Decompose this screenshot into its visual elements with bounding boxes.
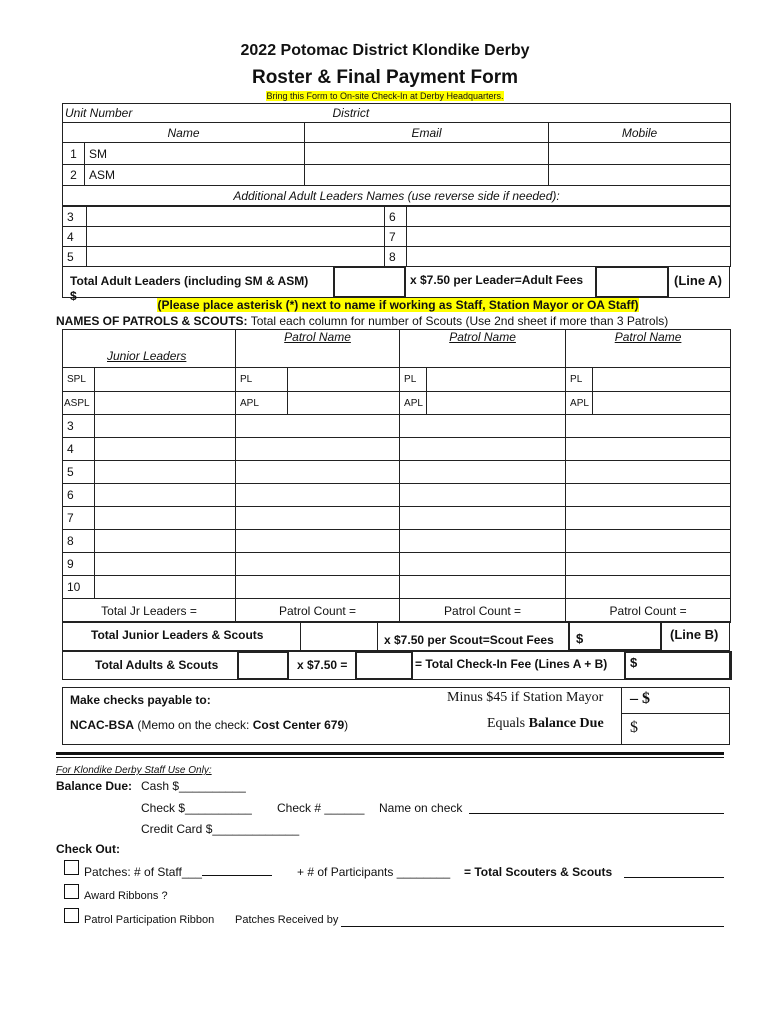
name-col-header: Name xyxy=(63,123,305,143)
patrol-count-1-cell[interactable]: Patrol Count = xyxy=(236,599,400,623)
unit-number-label: Unit Number xyxy=(63,104,305,123)
additional-adults-table: 3 6 4 7 5 8 xyxy=(62,206,731,267)
award-ribbons-label: Award Ribbons ? xyxy=(84,890,168,902)
adult-fees-input[interactable] xyxy=(595,266,669,298)
adult-4-field[interactable] xyxy=(87,227,385,247)
jr-scouts-label: Total Junior Leaders & Scouts xyxy=(91,628,264,642)
patrol-row[interactable]: 3 xyxy=(63,415,731,438)
check-amount-field[interactable]: Check $__________ xyxy=(141,801,252,815)
patches-checkbox[interactable] xyxy=(64,860,79,875)
jr-scouts-input[interactable] xyxy=(300,621,378,651)
bring-form-note: Bring this Form to On-site Check-In at Derby Headquarters. xyxy=(266,91,504,101)
asterisk-note: (Please place asterisk (*) next to name if working as Staff, Station Mayor or OA Staff) xyxy=(157,298,639,312)
equals-balance-due: Equals Balance Due xyxy=(487,716,604,731)
total-scouters-line[interactable] xyxy=(624,865,724,878)
patrol-row[interactable]: 9 xyxy=(63,553,731,576)
mobile-col-header: Mobile xyxy=(549,123,731,143)
patrol-row[interactable]: 7 xyxy=(63,507,731,530)
adult-dollar-sign: $ xyxy=(70,289,77,303)
minus-value-field[interactable]: – $ xyxy=(630,690,650,707)
check-number-field[interactable]: Check # ______ xyxy=(277,801,365,815)
minus-station-mayor-label: Minus $45 if Station Mayor xyxy=(447,690,604,705)
patches-staff-field[interactable]: Patches: # of Staff___ xyxy=(84,865,272,879)
form-subtitle: Roster & Final Payment Form xyxy=(251,67,519,88)
staff-use-heading: For Klondike Derby Staff Use Only: xyxy=(56,765,212,776)
patches-received-label: Patches Received by xyxy=(235,914,339,926)
patrol-count-3-cell[interactable]: Patrol Count = xyxy=(566,599,731,623)
sm-email-field[interactable] xyxy=(305,143,549,165)
line-b-label: (Line B) xyxy=(670,627,719,642)
apl-1-field[interactable] xyxy=(288,392,400,415)
check-out-label: Check Out: xyxy=(56,842,121,856)
apl-3-field[interactable] xyxy=(593,392,731,415)
apl-2-field[interactable] xyxy=(427,392,566,415)
patrol-row[interactable]: 8 xyxy=(63,530,731,553)
adult-5-field[interactable] xyxy=(87,247,385,267)
total-scouters-label: = Total Scouters & Scouts xyxy=(464,865,613,879)
sm-name-field[interactable]: SM xyxy=(85,143,305,165)
pl-3-field[interactable] xyxy=(593,368,731,392)
additional-adults-label: Additional Adult Leaders Names (use reverse side if needed): xyxy=(63,186,731,206)
name-on-check-line[interactable] xyxy=(469,801,724,814)
patches-received-line[interactable] xyxy=(341,914,724,927)
x750-label: x $7.50 = xyxy=(297,658,348,672)
patrols-table: Junior Leaders Patrol Name Patrol Name Patrol Name SPL PL PL PL ASPL APL APL APL 3 4 5 6 7 8 9 10 Total Jr Leaders = Patrol Count = Patrol Count = Patrol Count = xyxy=(62,329,731,623)
adult-row-sm[interactable]: 1 SM xyxy=(63,143,731,165)
email-col-header: Email xyxy=(305,123,549,143)
pl-2-field[interactable] xyxy=(427,368,566,392)
total-jr-leaders-cell[interactable]: Total Jr Leaders = xyxy=(63,599,236,623)
credit-card-field[interactable]: Credit Card $_____________ xyxy=(141,822,300,836)
district-label: District xyxy=(305,104,731,123)
patrols-heading: NAMES OF PATROLS & SCOUTS: Total each column for number of Scouts (Use 2nd sheet if more than 3 Patrols) xyxy=(56,314,669,328)
name-on-check-label: Name on check xyxy=(379,801,463,815)
total-adults-input[interactable] xyxy=(333,266,406,298)
patrol-name-3: Patrol Name xyxy=(614,330,682,344)
form-title: 2022 Potomac District Klondike Derby xyxy=(240,42,530,59)
asm-mobile-field[interactable] xyxy=(549,165,731,186)
total-adult-leaders-label: Total Adult Leaders (including SM & ASM) xyxy=(70,274,309,288)
patrol-name-1: Patrol Name xyxy=(284,330,351,344)
aspl-field[interactable] xyxy=(95,392,236,415)
adult-6-field[interactable] xyxy=(407,207,731,227)
x750-input[interactable] xyxy=(355,651,413,680)
separator xyxy=(56,752,724,755)
balance-due-label: Balance Due: xyxy=(56,779,133,793)
adult-7-field[interactable] xyxy=(407,227,731,247)
award-ribbons-checkbox[interactable] xyxy=(64,884,79,899)
participants-field[interactable]: + # of Participants ________ xyxy=(297,865,451,879)
ncac-memo: NCAC-BSA (Memo on the check: Cost Center 679) xyxy=(70,718,349,732)
checks-payable-label: Make checks payable to: xyxy=(70,693,211,707)
adults-scouts-input[interactable] xyxy=(237,651,289,680)
pl-1-field[interactable] xyxy=(288,368,400,392)
asm-email-field[interactable] xyxy=(305,165,549,186)
cash-field[interactable]: Cash $__________ xyxy=(141,779,246,793)
junior-leaders-header: Junior Leaders xyxy=(107,349,187,363)
patrol-count-2-cell[interactable]: Patrol Count = xyxy=(400,599,566,623)
adult-3-field[interactable] xyxy=(87,207,385,227)
asm-name-field[interactable]: ASM xyxy=(85,165,305,186)
line-a-label: (Line A) xyxy=(674,273,722,288)
sm-mobile-field[interactable] xyxy=(549,143,731,165)
checkin-dollar: $ xyxy=(630,655,638,670)
checkin-fee-input[interactable] xyxy=(624,651,732,680)
patrol-ribbon-checkbox[interactable] xyxy=(64,908,79,923)
patrol-row[interactable]: 6 xyxy=(63,484,731,507)
scout-fee-label: x $7.50 per Scout=Scout Fees xyxy=(384,633,554,647)
patrol-name-2: Patrol Name xyxy=(449,330,516,344)
checkin-fee-label: = Total Check-In Fee (Lines A + B) xyxy=(415,657,608,671)
balance-due-field[interactable]: $ xyxy=(630,719,638,736)
adult-8-field[interactable] xyxy=(407,247,731,267)
adult-leaders-table xyxy=(62,103,731,206)
patrol-row[interactable]: 10 xyxy=(63,576,731,599)
adult-row-asm[interactable]: 2 ASM xyxy=(63,165,731,186)
patrol-row[interactable]: 4 xyxy=(63,438,731,461)
adults-scouts-label: Total Adults & Scouts xyxy=(95,658,219,672)
spl-field[interactable] xyxy=(95,368,236,392)
patrol-ribbon-label: Patrol Participation Ribbon xyxy=(84,914,215,926)
scout-fee-dollar: $ xyxy=(576,631,584,646)
patrol-row[interactable]: 5 xyxy=(63,461,731,484)
adult-fee-label: x $7.50 per Leader=Adult Fees xyxy=(410,273,584,287)
